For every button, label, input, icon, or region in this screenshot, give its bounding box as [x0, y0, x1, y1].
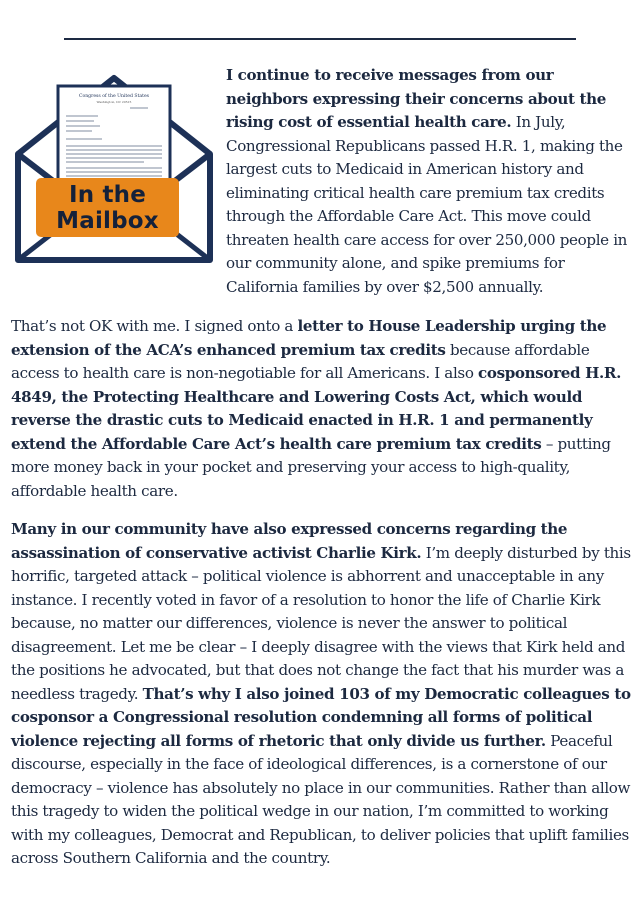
intro-text: In July, Congressional Republicans passed H.R. 1, making the largest cuts to Medicaid in American history and eliminating critical health care premium tax credits through the Affordable Care Act. This move could threaten health care access for over 250,000 people in our community alone, and spike premiums for California families by over $2,500 annually. — [226, 113, 628, 296]
violence-bold-1: Many in our community have also expressed concerns regarding the assassination of conservative activist Charlie Kirk. — [11, 520, 568, 562]
in-the-mailbox-label — [36, 178, 179, 237]
intro-paragraph — [226, 64, 630, 299]
aca-text-2: because affordable access to health care is non-negotiable for all Americans. I also — [11, 340, 590, 382]
aca-text-3: – putting more money back in your pocket and preserving your access to high-quality, affordable health care. — [11, 434, 611, 500]
violence-paragraph — [11, 518, 633, 871]
aca-bold-2: cosponsored H.R. 4849, the Protecting Healthcare and Lowering Costs Act, which would reverse the drastic cuts to Medicaid enacted in H.R. 1 and permanently extend the Affordable Care Act’s health care premium tax credits — [11, 364, 622, 453]
mailbox-label-line2: Mailbox — [56, 207, 159, 234]
intro-bold-text: I continue to receive messages from our neighbors expressing their concerns about the rising cost of essential health care. — [226, 66, 606, 131]
violence-text-2: Peaceful discourse, especially in the face of ideological differences, is a cornerstone of our democracy – violence has absolutely no place in our communities. Rather than allow this tragedy to widen the political wedge in our nation, I’m committed to working with my colleagues, Democrat and Republican, to deliver policies that uplift families across Southern California and the country. — [11, 731, 631, 867]
violence-text-1: I’m deeply disturbed by this horrific, targeted attack – political violence is abhorrent and unacceptable in any instance. I recently voted in favor of a resolution to honor the life of Charlie Kirk because, no matter our differences, violence is never the answer to political disagreement. Let me be clear – I deeply disagree with the views that Kirk held and the positions he advocated, but that does not change the fact that his murder was a needless tragedy. — [11, 543, 631, 703]
aca-paragraph — [11, 315, 633, 503]
aca-bold-1: letter to House Leadership urging the extension of the ACA’s enhanced premium tax credits — [11, 317, 607, 359]
violence-bold-2: That’s why I also joined 103 of my Democratic colleagues to cosponsor a Congressional resolution condemning all forms of political violence rejecting all forms of rhetoric that only divide us further. — [11, 684, 631, 750]
letterhead-subtitle: Washington, DC 20515 — [96, 100, 132, 104]
letterhead-title: Congress of the United States — [78, 94, 150, 99]
top-divider — [64, 38, 576, 40]
aca-text-1: That’s not OK with me. I signed onto a — [11, 317, 298, 335]
mailbox-label-line1: In the — [68, 181, 147, 208]
